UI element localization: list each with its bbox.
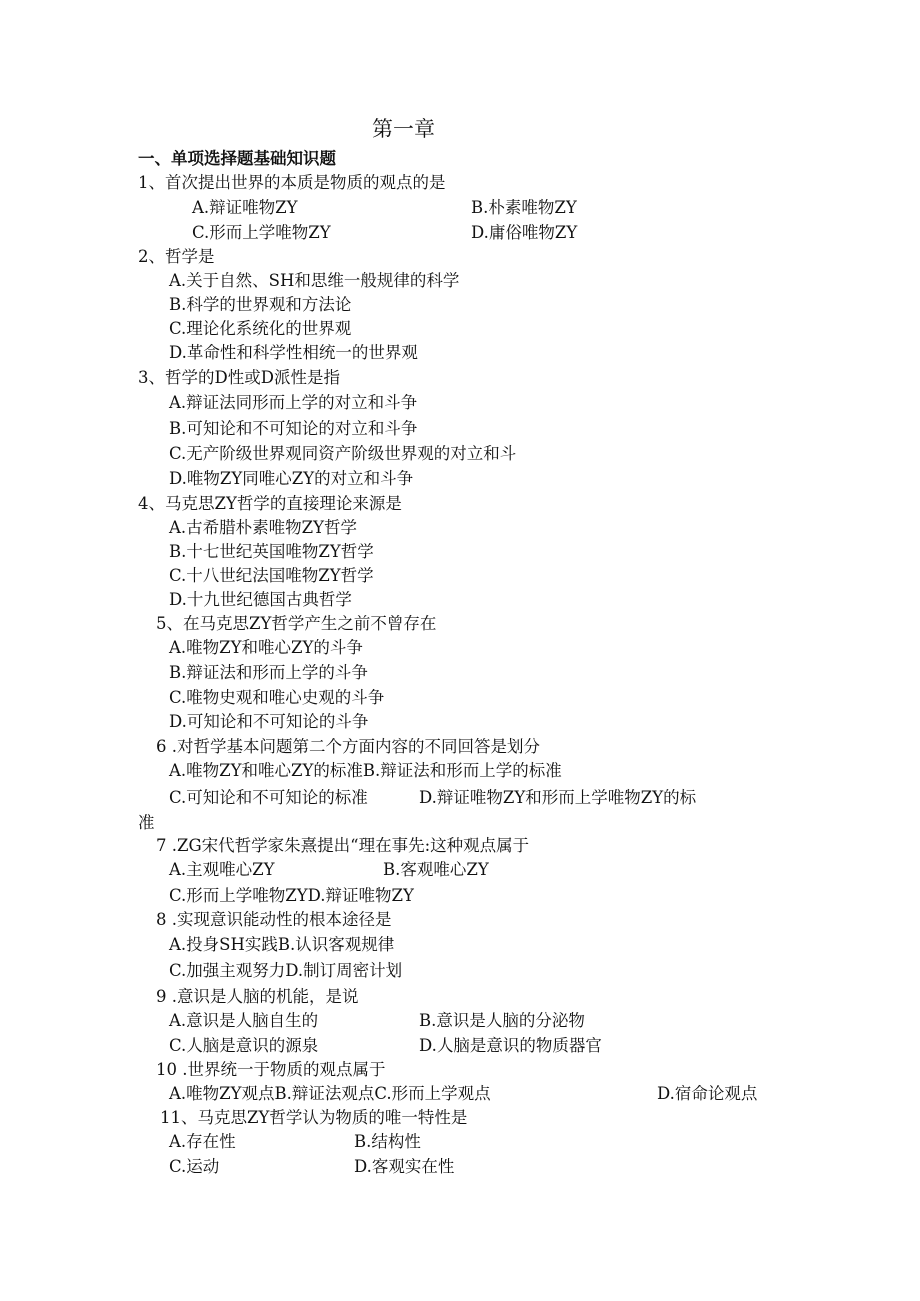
question-11-option-a: A.存在性: [169, 1132, 236, 1151]
question-4-option-c: C.十八世纪法国唯物ZY哲学: [169, 566, 374, 585]
question-11-option-d: D.客观实在性: [354, 1157, 455, 1176]
question-7-option-cd: C.形而上学唯物ZYD.辩证唯物ZY: [169, 886, 414, 905]
question-3-stem: 3、哲学的D性或D派性是指: [138, 368, 340, 387]
question-7-option-b: B.客观唯心ZY: [383, 860, 489, 879]
question-3-option-d: D.唯物ZY同唯心ZY的对立和斗争: [169, 469, 414, 488]
question-9-option-d: D.人脑是意识的物质器官: [419, 1036, 602, 1055]
question-1-option-c: C.形而上学唯物ZY: [192, 223, 331, 242]
question-10-stem: 10 .世界统一于物质的观点属于: [156, 1060, 386, 1079]
question-8-option-ab: A.投身SH实践B.认识客观规律: [169, 935, 395, 954]
question-10-option-abc: A.唯物ZY观点B.辩证法观点C.形而上学观点: [169, 1084, 491, 1103]
question-5-option-b: B.辩证法和形而上学的斗争: [169, 663, 368, 682]
question-1-option-b: B.朴素唯物ZY: [471, 198, 577, 217]
question-9-option-a: A.意识是人脑自生的: [169, 1011, 319, 1030]
question-3-option-a: A.辩证法同形而上学的对立和斗争: [169, 393, 418, 412]
question-3-option-b: B.可知论和不可知论的对立和斗争: [169, 419, 418, 438]
question-2-option-a: A.关于自然、SH和思维一般规律的科学: [169, 271, 460, 290]
question-1-option-d: D.庸俗唯物ZY: [471, 223, 578, 242]
question-2-option-c: C.理论化系统化的世界观: [169, 319, 352, 338]
question-3-option-c: C.无产阶级世界观同资产阶级世界观的对立和斗: [169, 444, 517, 463]
question-4-option-d: D.十九世纪德国古典哲学: [169, 590, 352, 609]
question-6-option-d: D.辩证唯物ZY和形而上学唯物ZY的标: [419, 788, 697, 807]
question-1-option-a: A.辩证唯物ZY: [192, 198, 298, 217]
question-6-option-c: C.可知论和不可知论的标准: [169, 788, 368, 807]
question-8-stem: 8 .实现意识能动性的根本途径是: [156, 910, 392, 929]
question-9-stem: 9 .意识是人脑的机能，是说: [156, 987, 359, 1006]
question-4-stem: 4、马克思ZY哲学的直接理论来源是: [138, 494, 402, 513]
question-9-option-b: B.意识是人脑的分泌物: [419, 1011, 585, 1030]
question-7-option-a: A.主观唯心ZY: [169, 860, 275, 879]
question-8-option-cd: C.加强主观努力D.制订周密计划: [169, 961, 403, 980]
question-5-option-a: A.唯物ZY和唯心ZY的斗争: [169, 638, 363, 657]
question-4-option-a: A.古希腊朴素唯物ZY哲学: [169, 518, 358, 537]
question-9-option-c: C.人脑是意识的源泉: [169, 1036, 319, 1055]
question-11-option-c: C.运动: [169, 1157, 220, 1176]
question-2-stem: 2、哲学是: [138, 247, 215, 266]
question-5-option-c: C.唯物史观和唯心史观的斗争: [169, 688, 385, 707]
chapter-title: 第一章: [372, 117, 435, 141]
question-1-stem: 1、首次提出世界的本质是物质的观点的是: [138, 173, 446, 192]
question-10-option-d: D.宿命论观点: [657, 1084, 758, 1103]
question-6-option-ab: A.唯物ZY和唯心ZY的标准B.辩证法和形而上学的标准: [169, 761, 562, 780]
section-heading: 一、单项选择题基础知识题: [138, 149, 336, 168]
question-4-option-b: B.十七世纪英国唯物ZY哲学: [169, 542, 374, 561]
question-11-stem: 11、马克思ZY哲学认为物质的唯一特性是: [160, 1108, 468, 1127]
question-6-option-d-wrap: 准: [138, 813, 155, 832]
question-2-option-b: B.科学的世界观和方法论: [169, 295, 352, 314]
question-6-stem: 6 .对哲学基本问题第二个方面内容的不同回答是划分: [156, 737, 540, 756]
question-7-stem: 7 .ZG宋代哲学家朱熹提出“理在事先:这种观点属于: [156, 836, 530, 855]
question-5-option-d: D.可知论和不可知论的斗争: [169, 712, 369, 731]
question-5-stem: 5、在马克思ZY哲学产生之前不曾存在: [156, 614, 437, 633]
question-2-option-d: D.革命性和科学性相统一的世界观: [169, 343, 418, 362]
question-11-option-b: B.结构性: [354, 1132, 421, 1151]
